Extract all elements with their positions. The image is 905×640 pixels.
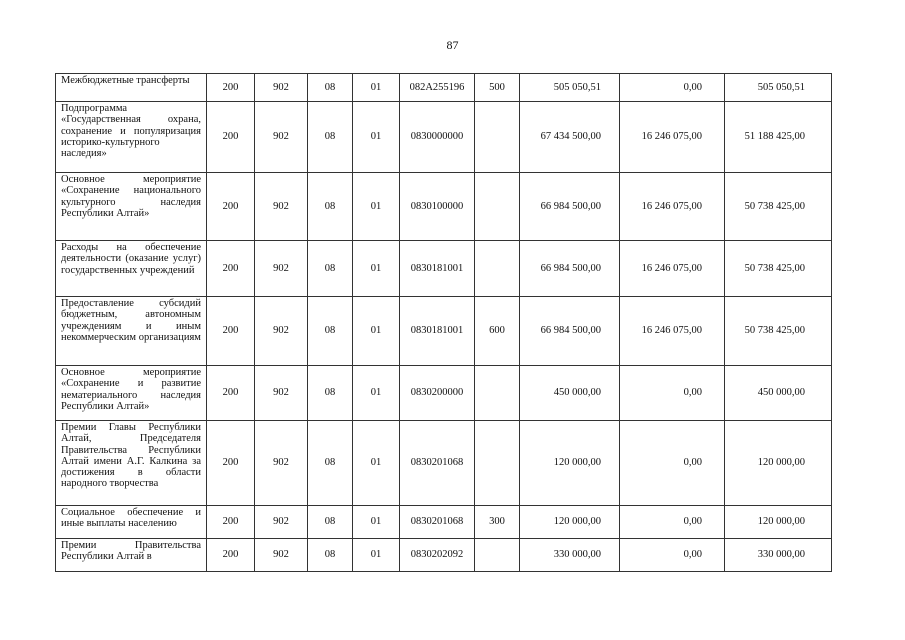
target-code: 0830201068 — [400, 421, 475, 506]
amount-regional: 505 050,51 — [725, 74, 832, 102]
target-code: 0830100000 — [400, 173, 475, 241]
ministry-code: 902 — [255, 241, 308, 297]
ministry-code: 902 — [255, 539, 308, 572]
subsection-code: 01 — [353, 241, 400, 297]
row-name: Расходы на обеспечение деятельности (оказание услуг) государственных учреждений — [56, 241, 207, 297]
expense-type-code — [475, 366, 520, 421]
amount-regional: 450 000,00 — [725, 366, 832, 421]
admin-code: 200 — [207, 297, 255, 366]
section-code: 08 — [308, 421, 353, 506]
table-row — [56, 241, 832, 297]
target-code: 0830201068 — [400, 506, 475, 539]
target-code: 0830202092 — [400, 539, 475, 572]
amount-federal: 0,00 — [620, 74, 725, 102]
table-row — [56, 102, 832, 173]
table-row — [56, 539, 832, 572]
section-code: 08 — [308, 297, 353, 366]
amount-total: 67 434 500,00 — [520, 102, 620, 173]
amount-regional: 120 000,00 — [725, 421, 832, 506]
expense-type-code: 600 — [475, 297, 520, 366]
amount-federal: 16 246 075,00 — [620, 241, 725, 297]
amount-regional: 50 738 425,00 — [725, 173, 832, 241]
row-name: Основное мероприятие «Сохранение и развитие нематериального наследия Республики Алтай» — [56, 366, 207, 421]
amount-regional: 51 188 425,00 — [725, 102, 832, 173]
amount-total: 66 984 500,00 — [520, 241, 620, 297]
admin-code: 200 — [207, 241, 255, 297]
section-code: 08 — [308, 241, 353, 297]
row-name: Премии Правительства Республики Алтай в — [56, 539, 207, 572]
section-code: 08 — [308, 173, 353, 241]
subsection-code: 01 — [353, 173, 400, 241]
target-code: 0830000000 — [400, 102, 475, 173]
amount-federal: 16 246 075,00 — [620, 297, 725, 366]
target-code: 0830200000 — [400, 366, 475, 421]
admin-code: 200 — [207, 102, 255, 173]
ministry-code: 902 — [255, 506, 308, 539]
subsection-code: 01 — [353, 102, 400, 173]
admin-code: 200 — [207, 366, 255, 421]
section-code: 08 — [308, 506, 353, 539]
expense-type-code: 500 — [475, 74, 520, 102]
admin-code: 200 — [207, 173, 255, 241]
row-name: Основное мероприятие «Сохранение национального культурного наследия Республики Алтай» — [56, 173, 207, 241]
table-row — [56, 297, 832, 366]
expense-type-code — [475, 539, 520, 572]
ministry-code: 902 — [255, 297, 308, 366]
amount-total: 330 000,00 — [520, 539, 620, 572]
expense-type-code: 300 — [475, 506, 520, 539]
section-code: 08 — [308, 366, 353, 421]
table-row — [56, 506, 832, 539]
amount-total: 120 000,00 — [520, 506, 620, 539]
target-code: 082А255196 — [400, 74, 475, 102]
page-number: 87 — [446, 38, 459, 52]
section-code: 08 — [308, 74, 353, 102]
row-name: Межбюджетные трансферты — [56, 74, 207, 102]
budget-table — [55, 73, 832, 572]
expense-type-code — [475, 173, 520, 241]
amount-federal: 0,00 — [620, 539, 725, 572]
subsection-code: 01 — [353, 421, 400, 506]
amount-total: 66 984 500,00 — [520, 173, 620, 241]
table-row — [56, 366, 832, 421]
ministry-code: 902 — [255, 173, 308, 241]
expense-type-code — [475, 421, 520, 506]
admin-code: 200 — [207, 539, 255, 572]
expense-type-code — [475, 102, 520, 173]
amount-federal: 16 246 075,00 — [620, 102, 725, 173]
amount-total: 66 984 500,00 — [520, 297, 620, 366]
table-row — [56, 421, 832, 506]
ministry-code: 902 — [255, 74, 308, 102]
admin-code: 200 — [207, 74, 255, 102]
amount-regional: 50 738 425,00 — [725, 297, 832, 366]
amount-regional: 120 000,00 — [725, 506, 832, 539]
section-code: 08 — [308, 102, 353, 173]
section-code: 08 — [308, 539, 353, 572]
subsection-code: 01 — [353, 297, 400, 366]
amount-regional: 330 000,00 — [725, 539, 832, 572]
ministry-code: 902 — [255, 102, 308, 173]
amount-regional: 50 738 425,00 — [725, 241, 832, 297]
row-name: Премии Главы Республики Алтай, Председателя Правительства Республики Алтай имени А.Г. Калкина за достижения в области народного творчества — [56, 421, 207, 506]
amount-federal: 0,00 — [620, 421, 725, 506]
amount-total: 120 000,00 — [520, 421, 620, 506]
ministry-code: 902 — [255, 421, 308, 506]
subsection-code: 01 — [353, 366, 400, 421]
amount-federal: 16 246 075,00 — [620, 173, 725, 241]
expense-type-code — [475, 241, 520, 297]
row-name: Предоставление субсидий бюджетным, автономным учреждениям и иным некоммерческим организациям — [56, 297, 207, 366]
subsection-code: 01 — [353, 539, 400, 572]
subsection-code: 01 — [353, 506, 400, 539]
row-name: Социальное обеспечение и иные выплаты населению — [56, 506, 207, 539]
ministry-code: 902 — [255, 366, 308, 421]
subsection-code: 01 — [353, 74, 400, 102]
amount-total: 505 050,51 — [520, 74, 620, 102]
admin-code: 200 — [207, 421, 255, 506]
target-code: 0830181001 — [400, 297, 475, 366]
admin-code: 200 — [207, 506, 255, 539]
table-row — [56, 173, 832, 241]
amount-total: 450 000,00 — [520, 366, 620, 421]
table-row — [56, 74, 832, 102]
amount-federal: 0,00 — [620, 366, 725, 421]
amount-federal: 0,00 — [620, 506, 725, 539]
target-code: 0830181001 — [400, 241, 475, 297]
row-name: Подпрограмма «Государственная охрана, сохранение и популяризация историко-культурного наследия» — [56, 102, 207, 173]
